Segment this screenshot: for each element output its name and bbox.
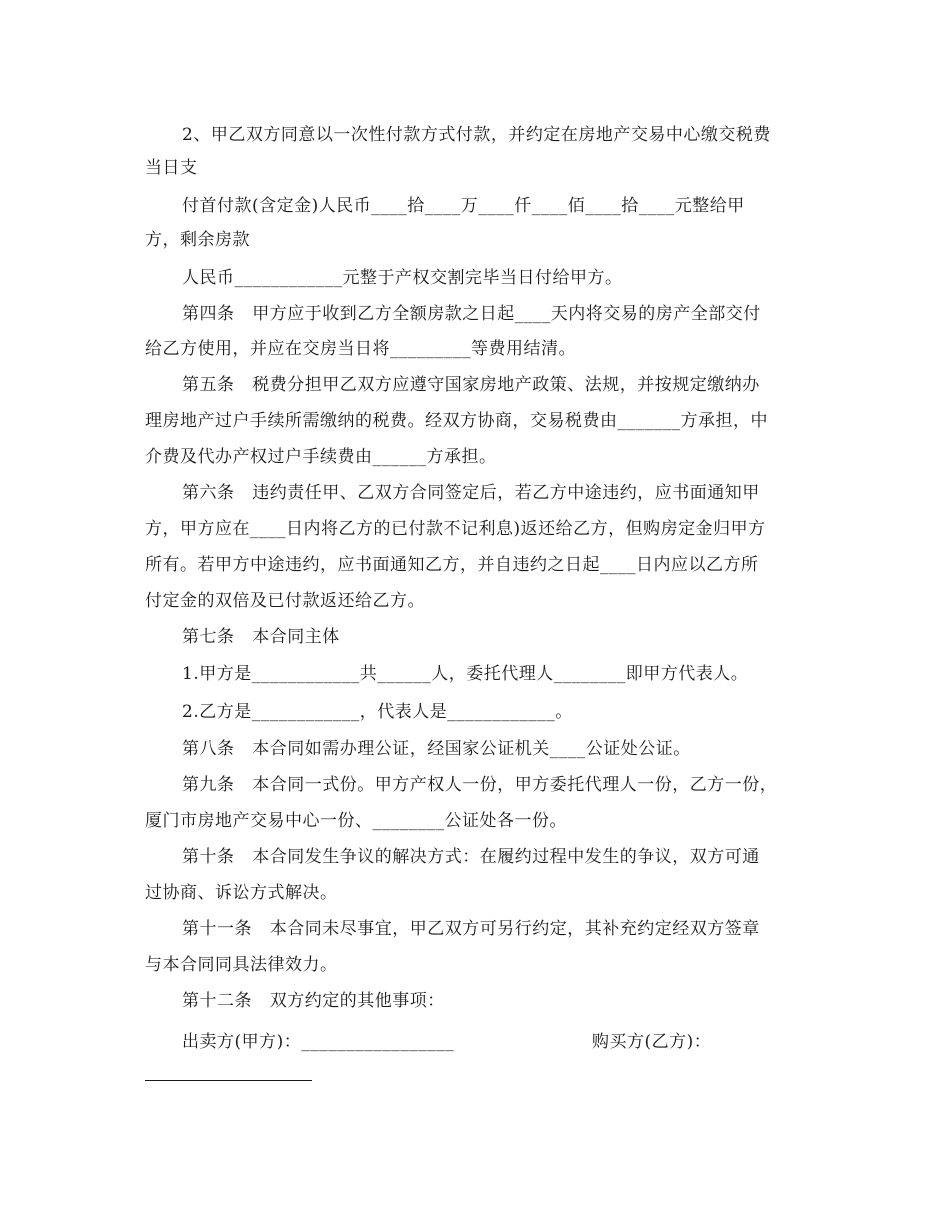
clause-payment-line-5: 人民币____________元整于产权交割完毕当日付给甲方。 bbox=[182, 268, 623, 288]
article-10-line-2: 过协商、诉讼方式解决。 bbox=[145, 883, 338, 903]
article-6-line-4: 付定金的双倍及已付款返还给乙方。 bbox=[145, 591, 425, 611]
clause-payment-line-3: 付首付款(含定金)人民币____拾____万____仟____佰____拾____元整给甲 bbox=[182, 196, 745, 216]
article-5-line-3: 介费及代办产权过户手续费由______方承担。 bbox=[145, 447, 497, 467]
article-4-line-2: 给乙方使用，并应在交房当日将_________等费用结清。 bbox=[145, 339, 576, 359]
article-5-line-1: 第五条 税费分担甲乙双方应遵守国家房地产政策、法规，并按规定缴纳办 bbox=[182, 375, 760, 395]
article-4-line-1: 第四条 甲方应于收到乙方全额房款之日起____天内将交易的房产全部交付 bbox=[182, 304, 761, 324]
article-11-line-2: 与本合同同具法律效力。 bbox=[145, 955, 338, 975]
article-7-party-b: 2.乙方是____________，代表人是____________。 bbox=[182, 702, 573, 722]
article-11-line-1: 第十一条 本合同未尽事宜，甲乙双方可另行约定，其补充约定经双方签章 bbox=[182, 919, 760, 939]
article-9-line-1: 第九条 本合同一式份。甲方产权人一份，甲方委托代理人一份，乙方一份， bbox=[182, 775, 778, 795]
article-12-heading: 第十二条 双方约定的其他事项： bbox=[182, 991, 445, 1011]
article-6-line-1: 第六条 违约责任甲、乙双方合同签定后，若乙方中途违约，应书面通知甲 bbox=[182, 483, 760, 503]
article-10-line-1: 第十条 本合同发生争议的解决方式：在履约过程中发生的争议，双方可通 bbox=[182, 847, 760, 867]
seller-signature-label: 出卖方(甲方)：_________________ bbox=[182, 1032, 455, 1052]
article-5-line-2: 理房地产过户手续所需缴纳的税费。经双方协商，交易税费由_______方承担，中 bbox=[145, 411, 768, 431]
article-8-line: 第八条 本合同如需办理公证，经国家公证机关____公证处公证。 bbox=[182, 739, 691, 759]
buyer-signature-line bbox=[145, 1080, 312, 1081]
article-6-line-2: 方，甲方应在____日内将乙方的已付款不记利息)返还给乙方，但购房定金归甲方 bbox=[145, 519, 766, 539]
buyer-signature-label: 购买方(乙方)： bbox=[592, 1032, 712, 1052]
article-6-line-3: 所有。若甲方中途违约，应书面通知乙方，并自违约之日起____日内应以乙方所 bbox=[145, 555, 759, 575]
clause-payment-line-2: 当日支 bbox=[145, 158, 198, 178]
clause-payment-line-1: 2、甲乙双方同意以一次性付款方式付款，并约定在房地产交易中心缴交税费 bbox=[182, 125, 771, 145]
article-9-line-2: 厦门市房地产交易中心一份、________公证处各一份。 bbox=[145, 811, 567, 831]
clause-payment-line-4: 方，剩余房款 bbox=[145, 230, 250, 250]
article-7-heading: 第七条 本合同主体 bbox=[182, 627, 340, 647]
article-7-party-a: 1.甲方是____________共______人，委托代理人________即甲方代表人。 bbox=[182, 664, 749, 684]
